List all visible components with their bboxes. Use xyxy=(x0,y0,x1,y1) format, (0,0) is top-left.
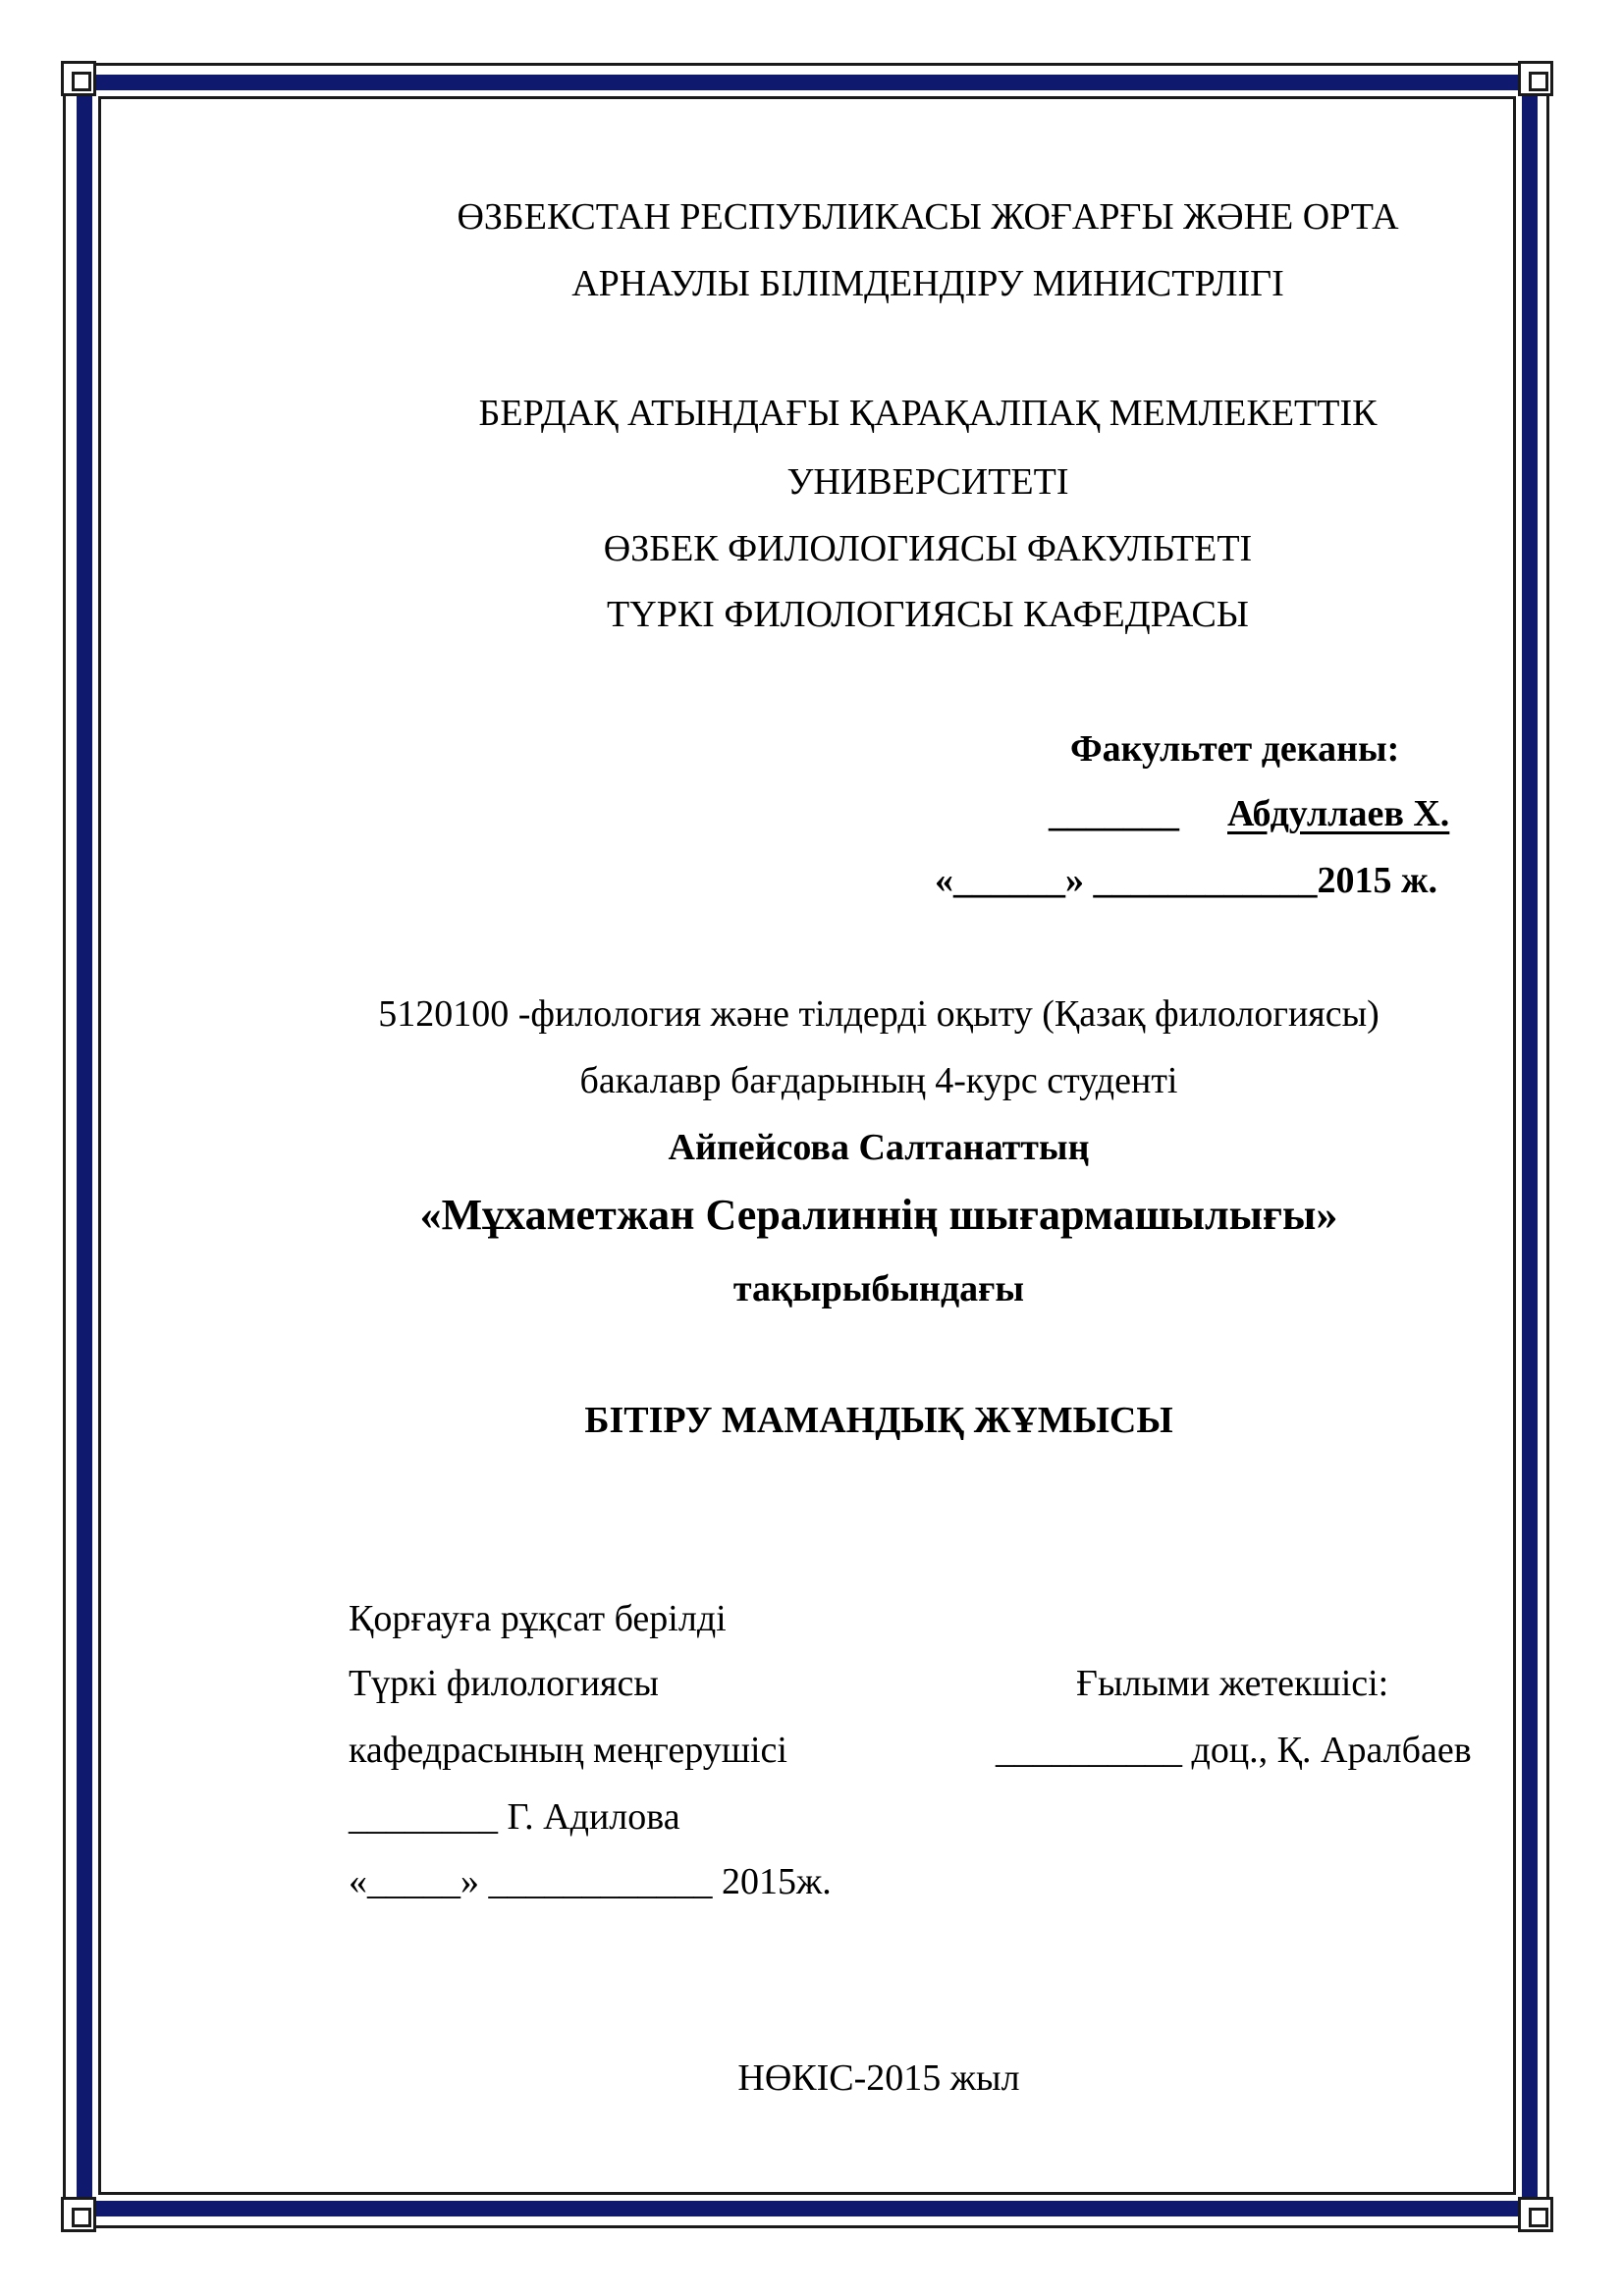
corner-ornament-bottom-right xyxy=(1518,2197,1553,2232)
university-line-2: УНИВЕРСИТЕТІ xyxy=(786,461,1069,503)
specialty-line: 5120100 -филология және тілдерді оқыту (Қазақ филологиясы) xyxy=(378,993,1380,1035)
place-year: НӨКІС-2015 жыл xyxy=(737,2057,1020,2099)
dean-date-line: «______» ____________2015 ж. xyxy=(935,860,1438,901)
student-name: Айпейсова Салтанаттың xyxy=(668,1127,1090,1168)
defense-permission: Қорғауға рұқсат берілді xyxy=(349,1598,727,1639)
corner-ornament-top-left xyxy=(61,61,96,96)
corner-ornament-bottom-left xyxy=(61,2197,96,2232)
dean-signature-blank: _______ xyxy=(1049,793,1179,834)
department-head-line-2: кафедрасының меңгерушісі xyxy=(349,1730,787,1771)
department-head-line-1: Түркі филологиясы xyxy=(349,1663,659,1704)
corner-ornament-top-right xyxy=(1518,61,1553,96)
ministry-line-2: АРНАУЛЫ БІЛІМДЕНДІРУ МИНИСТРЛІГІ xyxy=(571,263,1284,304)
department-head-signature: ________ Г. Адилова xyxy=(349,1796,680,1838)
topic-suffix: тақырыбындағы xyxy=(732,1268,1025,1309)
dean-title: Факультет деканы: xyxy=(1070,728,1400,770)
thesis-topic: «Мұхаметжан Сералиннің шығармашылығы» xyxy=(419,1191,1338,1239)
faculty-name: ӨЗБЕК ФИЛОЛОГИЯСЫ ФАКУЛЬТЕТІ xyxy=(603,528,1253,569)
supervisor-title: Ғылыми жетекшісі: xyxy=(1076,1663,1389,1704)
supervisor-signature: __________ доц., Қ. Аралбаев xyxy=(996,1730,1472,1771)
ministry-line-1: ӨЗБЕКСТАН РЕСПУБЛИКАСЫ ЖОҒАРҒЫ ЖӘНЕ ОРТА xyxy=(457,196,1399,238)
dean-name: Абдуллаев Х. xyxy=(1227,793,1450,834)
program-line: бакалавр бағдарының 4-курс студенті xyxy=(579,1060,1178,1101)
work-title: БІТІРУ МАМАНДЫҚ ЖҰМЫСЫ xyxy=(584,1400,1173,1441)
university-line-1: БЕРДАҚ АТЫНДАҒЫ ҚАРАҚАЛПАҚ МЕМЛЕКЕТТІК xyxy=(478,393,1378,434)
department-name: ТҮРКІ ФИЛОЛОГИЯСЫ КАФЕДРАСЫ xyxy=(607,594,1249,635)
defense-date-line: «_____» ____________ 2015ж. xyxy=(349,1861,832,1902)
